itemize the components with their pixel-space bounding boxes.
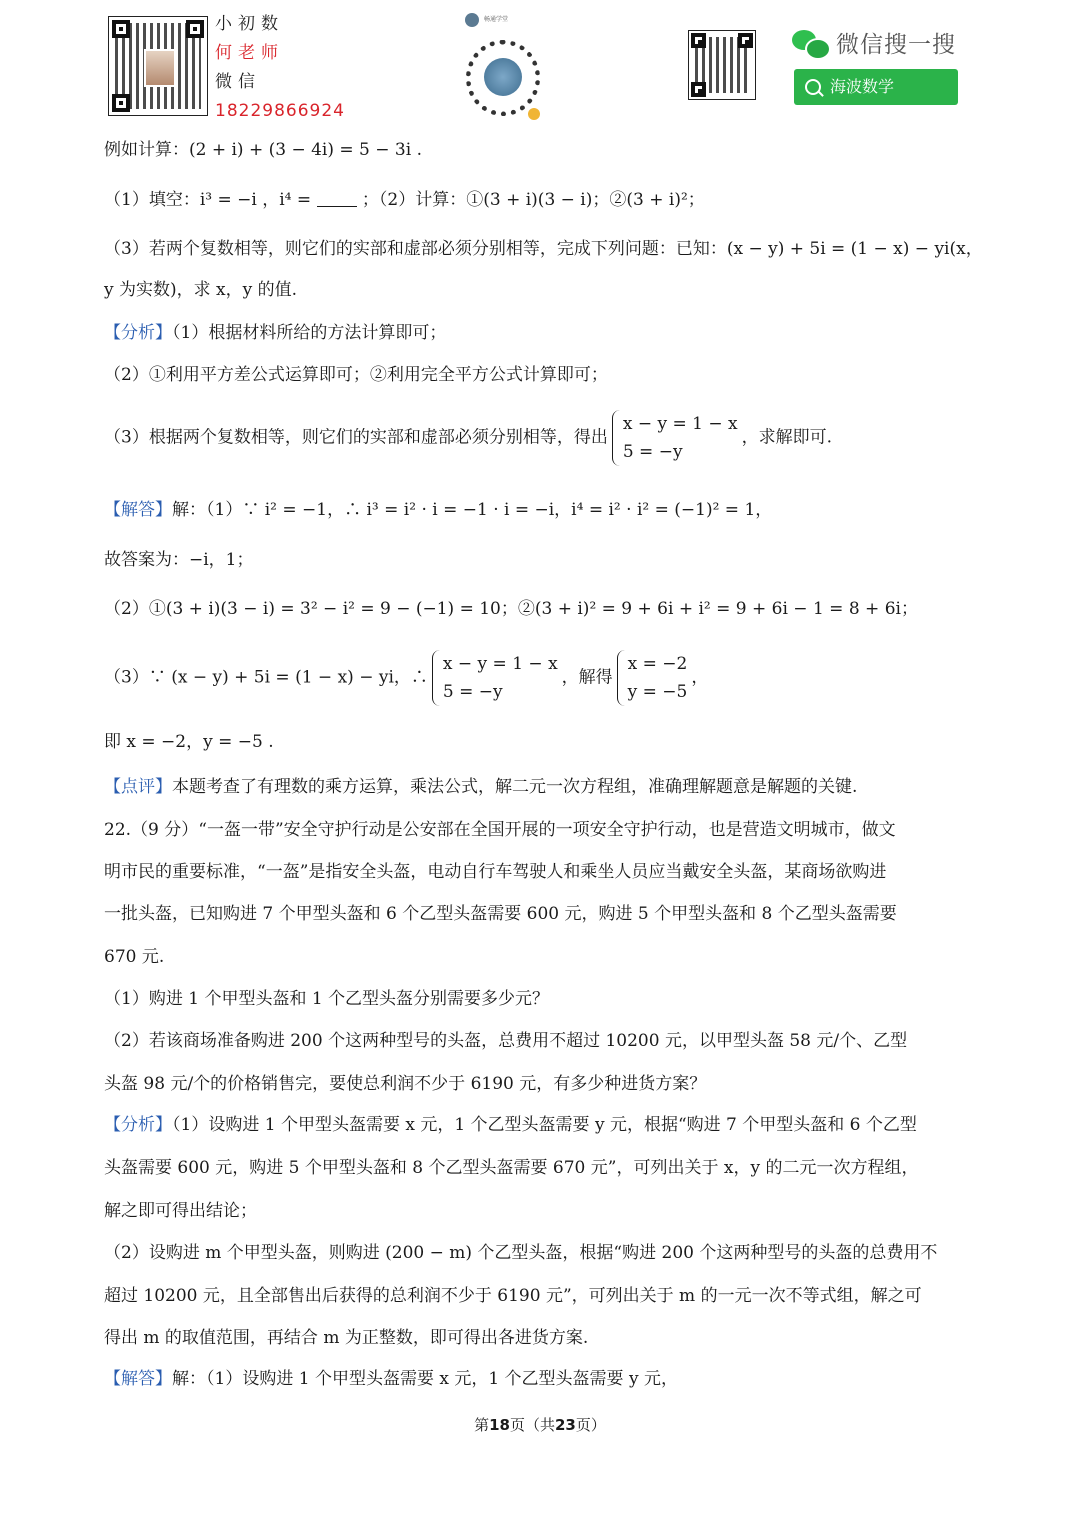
problem-line: （1）购进 1 个甲型头盔和 1 个乙型头盔分别需要多少元？ [104, 989, 550, 1009]
page-footer [0, 1414, 1080, 1435]
text-line: （3）若两个复数相等，则它们的实部和虚部必须分别相等，完成下列问题：已知：(x − y) + 5i = (1 − x) − yi(x， [104, 239, 983, 259]
equation-system [612, 410, 738, 466]
solution-tag: 【解答】 [104, 1369, 172, 1389]
problem-line: 头盔 98 元/个的价格销售完，要使总利润不少于 6190 元，有多少种进货方案？ [104, 1074, 707, 1094]
text-line: 故答案为：−i，1； [104, 550, 254, 570]
text-line: （2）①利用平方差公式运算即可；②利用完全平方公式计算即可； [104, 365, 608, 385]
text-line: 头盔需要 600 元，购进 5 个甲型头盔和 8 个乙型头盔需要 670 元”，可列出关于 x，y 的二元一次方程组， [104, 1158, 919, 1178]
problem-line: 22.（9 分）“一盔一带”安全守护行动是公安部在全国开展的一项安全守护行动，也是营造文明城市，做文 [104, 820, 896, 840]
handwritten-contact [215, 10, 345, 126]
equation: y = −5 [627, 682, 688, 702]
footer-prefix: 第 [474, 1416, 490, 1434]
solution-line [104, 1367, 678, 1391]
search-icon [805, 79, 821, 95]
text-line [104, 410, 832, 466]
equation: 5 = −y [442, 682, 503, 702]
problem-line: 670 元. [104, 947, 165, 967]
qr-code-right [688, 30, 756, 100]
wechat-search-label: 海波数学 [830, 77, 895, 96]
handwritten-line: 微信 [215, 72, 261, 92]
brand-logo-text: 畅通学堂 [484, 16, 509, 23]
equation: x − y = 1 − x [622, 414, 738, 434]
equation: 5 = −y [622, 442, 683, 462]
problem-line: （2）若该商场准备购进 200 个这两种型号的头盔，总费用不超过 10200 元，以甲型头盔 58 元/个、乙型 [104, 1031, 908, 1051]
question-1-fill: （1）填空：i³ = −i ，i⁴ = [104, 190, 317, 210]
text-line: 超过 10200 元，且全部售出后获得的总利润不少于 6190 元”，可列出关于 m 的一元一次不等式组，解之可 [104, 1286, 922, 1306]
solution-text: 解：（1）设购进 1 个甲型头盔需要 x 元，1 个乙型头盔需要 y 元， [172, 1369, 678, 1389]
analysis-text: （1）根据材料所给的方法计算即可； [172, 323, 447, 343]
solution-text: ，解得 [561, 667, 613, 688]
comment-tag: 【点评】 [104, 777, 172, 797]
solution-text: 解：（1）∵ i² = −1，∴ i³ = i² · i = −1 · i = −i，i⁴ = i² · i² = (−1)² = 1， [172, 500, 773, 520]
analysis-text: （3）根据两个复数相等，则它们的实部和虚部必须分别相等，得出 [104, 427, 608, 448]
solution-text: ， [691, 667, 709, 688]
comment-line [104, 775, 857, 799]
qr-code-left [108, 16, 208, 116]
brand-logo-icon [465, 13, 479, 27]
footer-suffix: 页） [575, 1416, 606, 1434]
text-line: 解之即可得出结论； [104, 1201, 257, 1221]
solution-system [617, 650, 688, 706]
equation: x − y = 1 − x [442, 654, 558, 674]
badge-icon [528, 108, 540, 120]
page-header [0, 0, 1080, 130]
equation: x = −2 [627, 654, 688, 674]
analysis-tag: 【分析】 [104, 1115, 172, 1135]
text-line: （2）①(3 + i)(3 − i) = 3² − i² = 9 − (−1) = 10；②(3 + i)² = 9 + 6i + i² = 9 + 6i − 1 = 8 + 6i； [104, 599, 918, 619]
analysis-line [104, 321, 446, 345]
text-line [104, 188, 705, 212]
analysis-text: （1）设购进 1 个甲型头盔需要 x 元，1 个乙型头盔需要 y 元，根据“购进 7 个甲型头盔和 6 个乙型 [172, 1115, 917, 1135]
solution-tag: 【解答】 [104, 500, 172, 520]
analysis-tag: 【分析】 [104, 323, 172, 343]
wechat-search-button[interactable] [794, 69, 958, 105]
text-line: 即 x = −2，y = −5 . [104, 732, 274, 752]
text-line: y 为实数)，求 x，y 的值. [104, 280, 298, 300]
handwritten-line: 何老师 [215, 43, 284, 63]
avatar [144, 49, 176, 87]
text-line: （2）设购进 m 个甲型头盔，则购进 (200 − m) 个乙型头盔，根据“购进 200 个这两种型号的头盔的总费用不 [104, 1243, 938, 1263]
text-line: 得出 m 的取值范围，再结合 m 为正整数，即可得出各进货方案. [104, 1328, 589, 1348]
page-total: 23 [555, 1416, 576, 1434]
mini-program-code [462, 10, 542, 122]
footer-middle: 页（共 [509, 1416, 555, 1434]
wechat-search-banner [790, 22, 970, 108]
problem-line: 明市民的重要标准，“一盔”是指安全头盔，电动自行车驾驶人和乘坐人员应当戴安全头盔，某商场欲购进 [104, 862, 887, 882]
equation-system [432, 650, 558, 706]
solution-line [104, 498, 772, 522]
text-line: 例如计算：(2 + i) + (3 − 4i) = 5 − 3i . [104, 140, 422, 160]
wechat-search-title: 微信搜一搜 [836, 32, 956, 58]
question-2-compute: ；（2）计算：①(3 + i)(3 − i)；②(3 + i)²； [361, 190, 705, 210]
problem-line: 一批头盔，已知购进 7 个甲型头盔和 6 个乙型头盔需要 600 元，购进 5 个甲型头盔和 8 个乙型头盔需要 [104, 904, 897, 924]
analysis-text: ，求解即可. [741, 427, 832, 448]
page-number: 18 [489, 1416, 510, 1434]
text-line [104, 650, 708, 706]
solution-text: （3）∵ (x − y) + 5i = (1 − x) − yi，∴ [104, 667, 428, 688]
analysis-line [104, 1113, 917, 1137]
wechat-icon [792, 28, 828, 58]
handwritten-line: 小初数 [215, 14, 284, 34]
answer-blank [317, 190, 357, 207]
handwritten-phone: 18229866924 [215, 101, 345, 121]
comment-text: 本题考查了有理数的乘方运算，乘法公式，解二元一次方程组，准确理解题意是解题的关键. [172, 777, 858, 797]
